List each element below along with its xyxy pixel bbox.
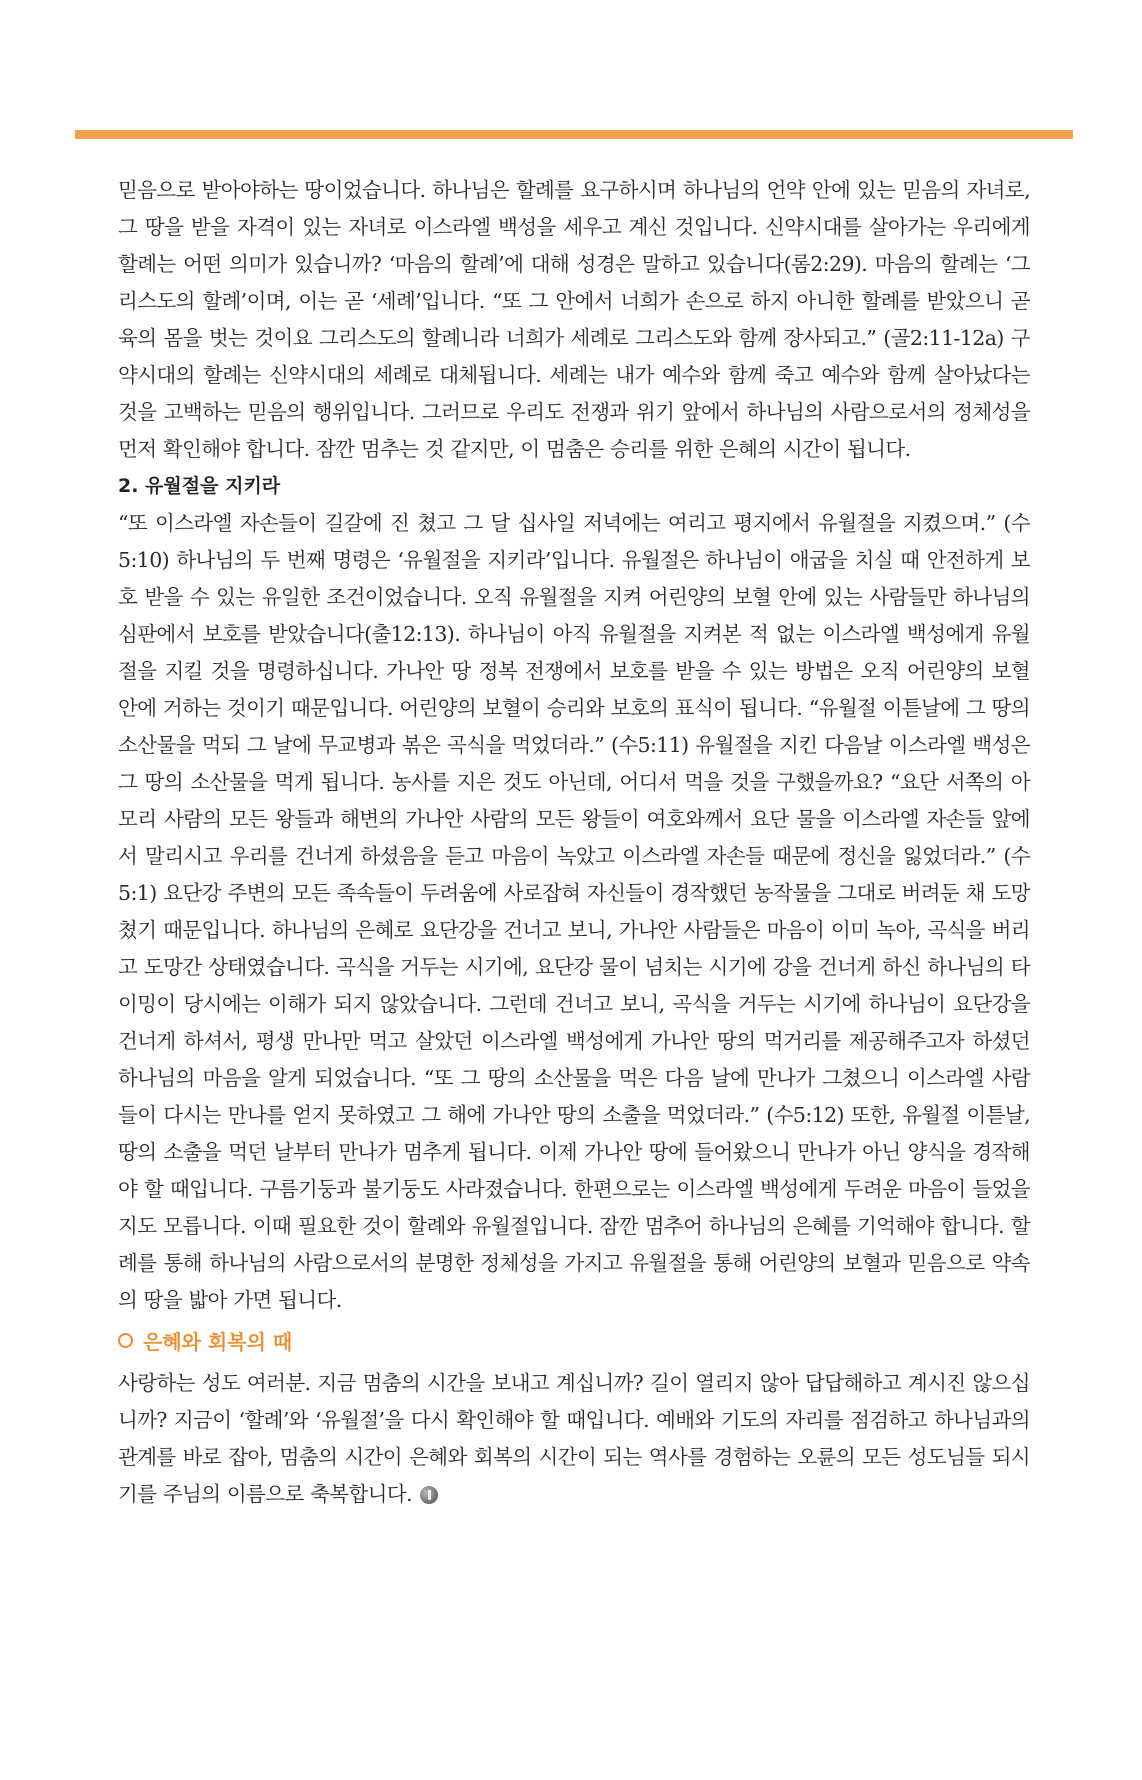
end-of-article-icon bbox=[420, 1486, 438, 1504]
intro-paragraph: 믿음으로 받아야하는 땅이었습니다. 하나님은 할례를 요구하시며 하나님의 언약 안에 있는 믿음의 자녀로, 그 땅을 받을 자격이 있는 자녀로 이스라엘 백성을 세우고 계신 것입니다. 신약시대를 살아가는 우리에게 할례는 어떤 의미가 있습니까? ‘마음의 할례’에 대해 성경은 말하고 있습니다(롬2:29). 마음의 할례는 ‘그리스도의 할례’이며, 이는 곧 ‘세례’입니다. “또 그 안에서 너희가 손으로 하지 아니한 할례를 받았으니 곧 육의 몸을 벗는 것이요 그리스도의 할례니라 너희가 세례로 그리스도와 함께 장사되고.” (골2:11-12a) 구약시대의 할례는 신약시대의 세례로 대체됩니다. 세례는 내가 예수와 함께 죽고 예수와 함께 살아났다는 것을 고백하는 믿음의 행위입니다. 그러므로 우리도 전쟁과 위기 앞에서 하나님의 사람으로서의 정체성을 먼저 확인해야 합니다. 잠깐 멈추는 것 같지만, 이 멈춤은 승리를 위한 은혜의 시간이 됩니다. bbox=[118, 178, 1030, 461]
article-body bbox=[118, 172, 1030, 1513]
top-accent-rule bbox=[75, 130, 1073, 139]
grace-paragraph: 사랑하는 성도 여러분. 지금 멈춤의 시간을 보내고 계십니까? 길이 열리지 않아 답답해하고 계시진 않으십니까? 지금이 ‘할례’와 ‘유월절’을 다시 확인해야 할 때입니다. 예배와 기도의 자리를 점검하고 하나님과의 관계를 바로 잡아, 멈춤의 시간이 은혜와 회복의 시간이 되는 역사를 경험하는 오륜의 모든 성도님들 되시기를 주님의 이름으로 축복합니다. bbox=[118, 1371, 1030, 1506]
passover-paragraph: “또 이스라엘 자손들이 길갈에 진 쳤고 그 달 십사일 저녁에는 여리고 평지에서 유월절을 지켰으며.” (수5:10) 하나님의 두 번째 명령은 ‘유월절을 지키라’입니다. 유월절은 하나님이 애굽을 치실 때 안전하게 보호 받을 수 있는 유일한 조건이었습니다. 오직 유월절을 지켜 어린양의 보혈 안에 있는 사람들만 하나님의 심판에서 보호를 받았습니다(출12:13). 하나님이 아직 유월절을 지켜본 적 없는 이스라엘 백성에게 유월절을 지킬 것을 명령하십니다. 가나안 땅 정복 전쟁에서 보호를 받을 수 있는 방법은 오직 어린양의 보혈 안에 거하는 것이기 때문입니다. 어린양의 보혈이 승리와 보호의 표식이 됩니다. “유월절 이튿날에 그 땅의 소산물을 먹되 그 날에 무교병과 볶은 곡식을 먹었더라.” (수5:11) 유월절을 지킨 다음날 이스라엘 백성은 그 땅의 소산물을 먹게 됩니다. 농사를 지은 것도 아닌데, 어디서 먹을 것을 구했을까요? “요단 서쪽의 아모리 사람의 모든 왕들과 해변의 가나안 사람의 모든 왕들이 여호와께서 요단 물을 이스라엘 자손들 앞에서 말리시고 우리를 건너게 하셨음을 듣고 마음이 녹았고 이스라엘 자손들 때문에 정신을 잃었더라.” (수5:1) 요단강 주변의 모든 족속들이 두려움에 사로잡혀 자신들이 경작했던 농작물을 그대로 버려둔 채 도망쳤기 때문입니다. 하나님의 은혜로 요단강을 건너고 보니, 가나안 사람들은 마음이 이미 녹아, 곡식을 버리고 도망간 상태였습니다. 곡식을 거두는 시기에, 요단강 물이 넘치는 시기에 강을 건너게 하신 하나님의 타이밍이 당시에는 이해가 되지 않았습니다. 그런데 건너고 보니, 곡식을 거두는 시기에 하나님이 요단강을 건너게 하셔서, 평생 만나만 먹고 살았던 이스라엘 백성에게 가나안 땅의 먹거리를 제공해주고자 하셨던 하나님의 마음을 알게 되었습니다. “또 그 땅의 소산물을 먹은 다음 날에 만나가 그쳤으니 이스라엘 사람들이 다시는 만나를 얻지 못하였고 그 해에 가나안 땅의 소출을 먹었더라.” (수5:12) 또한, 유월절 이튿날, 땅의 소출을 먹던 날부터 만나가 멈추게 됩니다. 이제 가나안 땅에 들어왔으니 만나가 아닌 양식을 경작해야 할 때입니다. 구름기둥과 불기둥도 사라졌습니다. 한편으로는 이스라엘 백성에게 두려운 마음이 들었을지도 모릅니다. 이때 필요한 것이 할례와 유월절입니다. 잠깐 멈추어 하나님의 은혜를 기억해야 합니다. 할례를 통해 하나님의 사람으로서의 분명한 정체성을 가지고 유월절을 통해 어린양의 보혈과 믿음으로 약속의 땅을 밟아 가면 됩니다. bbox=[118, 511, 1030, 1312]
grace-paragraph-wrap bbox=[118, 1365, 1030, 1513]
grace-section-title bbox=[118, 1319, 1030, 1365]
passover-heading: 2. 유월절을 지키라 bbox=[118, 475, 281, 497]
circle-outline-icon bbox=[118, 1333, 133, 1348]
grace-heading-text: 은혜와 회복의 때 bbox=[143, 1330, 293, 1354]
